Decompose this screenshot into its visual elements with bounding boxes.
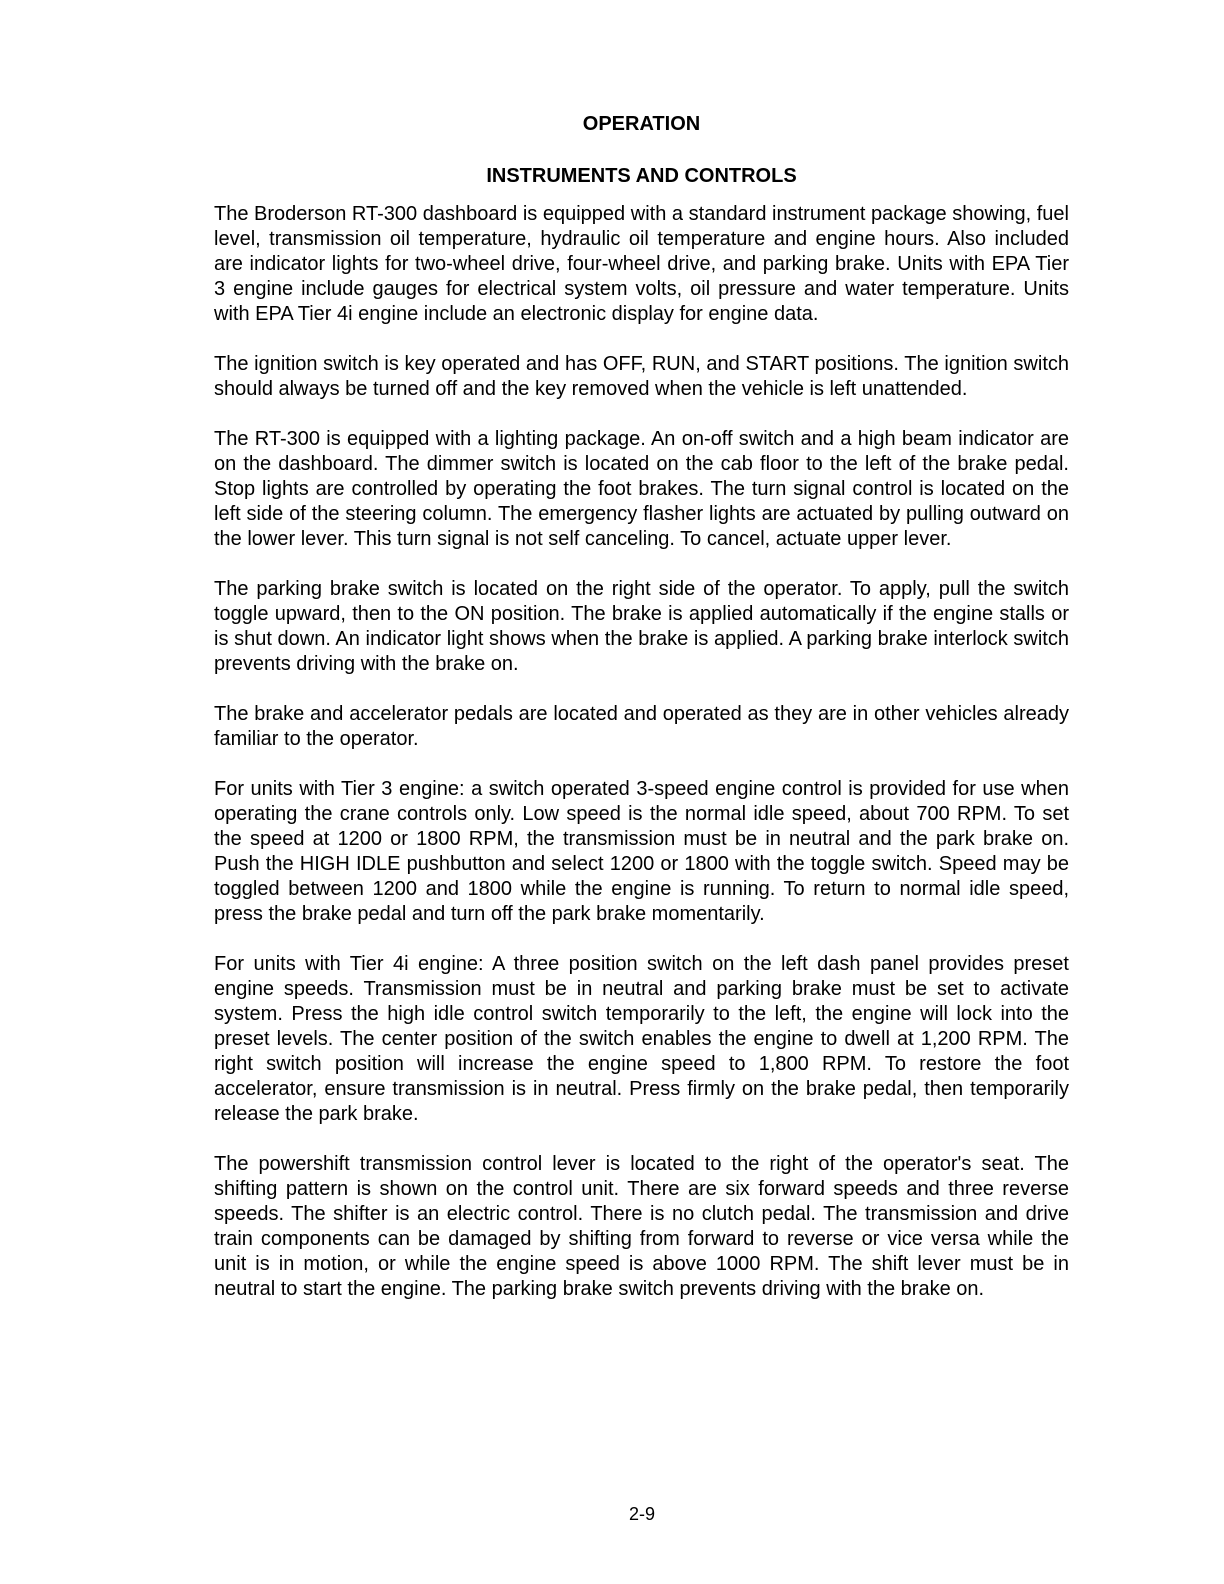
section-subtitle: INSTRUMENTS AND CONTROLS [486, 165, 797, 187]
paragraph-powershift-transmission: The powershift transmission control lever is located to the right of the operator's seat. The shifting pattern is shown on the control unit. There are six forward speeds and three reverse speeds. The shifter is an electric control. There is no clutch pedal. The transmission and drive train components can be damaged by shifting from forward to reverse or vice versa while the unit is in motion, or while the engine speed is above 1000 RPM. The shift lever must be in neutral to start the engine. The parking brake switch prevents driving with the brake on. [214, 1153, 1069, 1300]
page-number: 2-9 [628, 1504, 655, 1524]
paragraph-parking-brake: The parking brake switch is located on the right side of the operator. To apply, pull the switch toggle upward, then to the ON position. The brake is applied automatically if the engine stalls or is shut down. An indicator light shows when the brake is applied. A parking brake interlock switch prevents driving with the brake on. [214, 578, 1069, 675]
paragraph-dashboard-instruments: The Broderson RT-300 dashboard is equipped with a standard instrument package showing, fuel level, transmission oil temperature, hydraulic oil temperature and engine hours. Also included are indicator lights for two-wheel drive, four-wheel drive, and parking brake. Units with EPA Tier 3 engine include gauges for electrical system volts, oil pressure and water temperature. Units with EPA Tier 4i engine include an electronic display for engine data. [214, 203, 1069, 325]
document-page [214, 112, 1069, 1327]
paragraph-lighting-package: The RT-300 is equipped with a lighting package. An on-off switch and a high beam indicator are on the dashboard. The dimmer switch is located on the cab floor to the left of the brake pedal. Stop lights are controlled by operating the foot brakes. The turn signal control is located on the left side of the steering column. The emergency flasher lights are actuated by pulling outward on the lower lever. This turn signal is not self canceling. To cancel, actuate upper lever. [214, 428, 1069, 550]
paragraph-ignition-switch: The ignition switch is key operated and has OFF, RUN, and START positions. The ignition switch should always be turned off and the key removed when the vehicle is left unattended. [214, 353, 1069, 400]
paragraph-pedals: The brake and accelerator pedals are located and operated as they are in other vehicles already familiar to the operator. [214, 703, 1069, 750]
paragraph-tier3-engine-control: For units with Tier 3 engine: a switch operated 3-speed engine control is provided for use when operating the crane controls only. Low speed is the normal idle speed, about 700 RPM. To set the speed at 1200 or 1800 RPM, the transmission must be in neutral and the park brake on. Push the HIGH IDLE pushbutton and select 1200 or 1800 with the toggle switch. Speed may be toggled between 1200 and 1800 while the engine is running. To return to normal idle speed, press the brake pedal and turn off the park brake momentarily. [214, 778, 1069, 925]
section-title: OPERATION [582, 113, 701, 135]
paragraph-tier4i-engine-control: For units with Tier 4i engine: A three position switch on the left dash panel provides preset engine speeds. Transmission must be in neutral and parking brake must be set to activate system. Press the high idle control switch temporarily to the left, the engine will lock into the preset levels. The center position of the switch enables the engine to dwell at 1,200 RPM. The right switch position will increase the engine speed to 1,800 RPM. To restore the foot accelerator, ensure transmission is in neutral. Press firmly on the brake pedal, then temporarily release the park brake. [214, 953, 1069, 1125]
